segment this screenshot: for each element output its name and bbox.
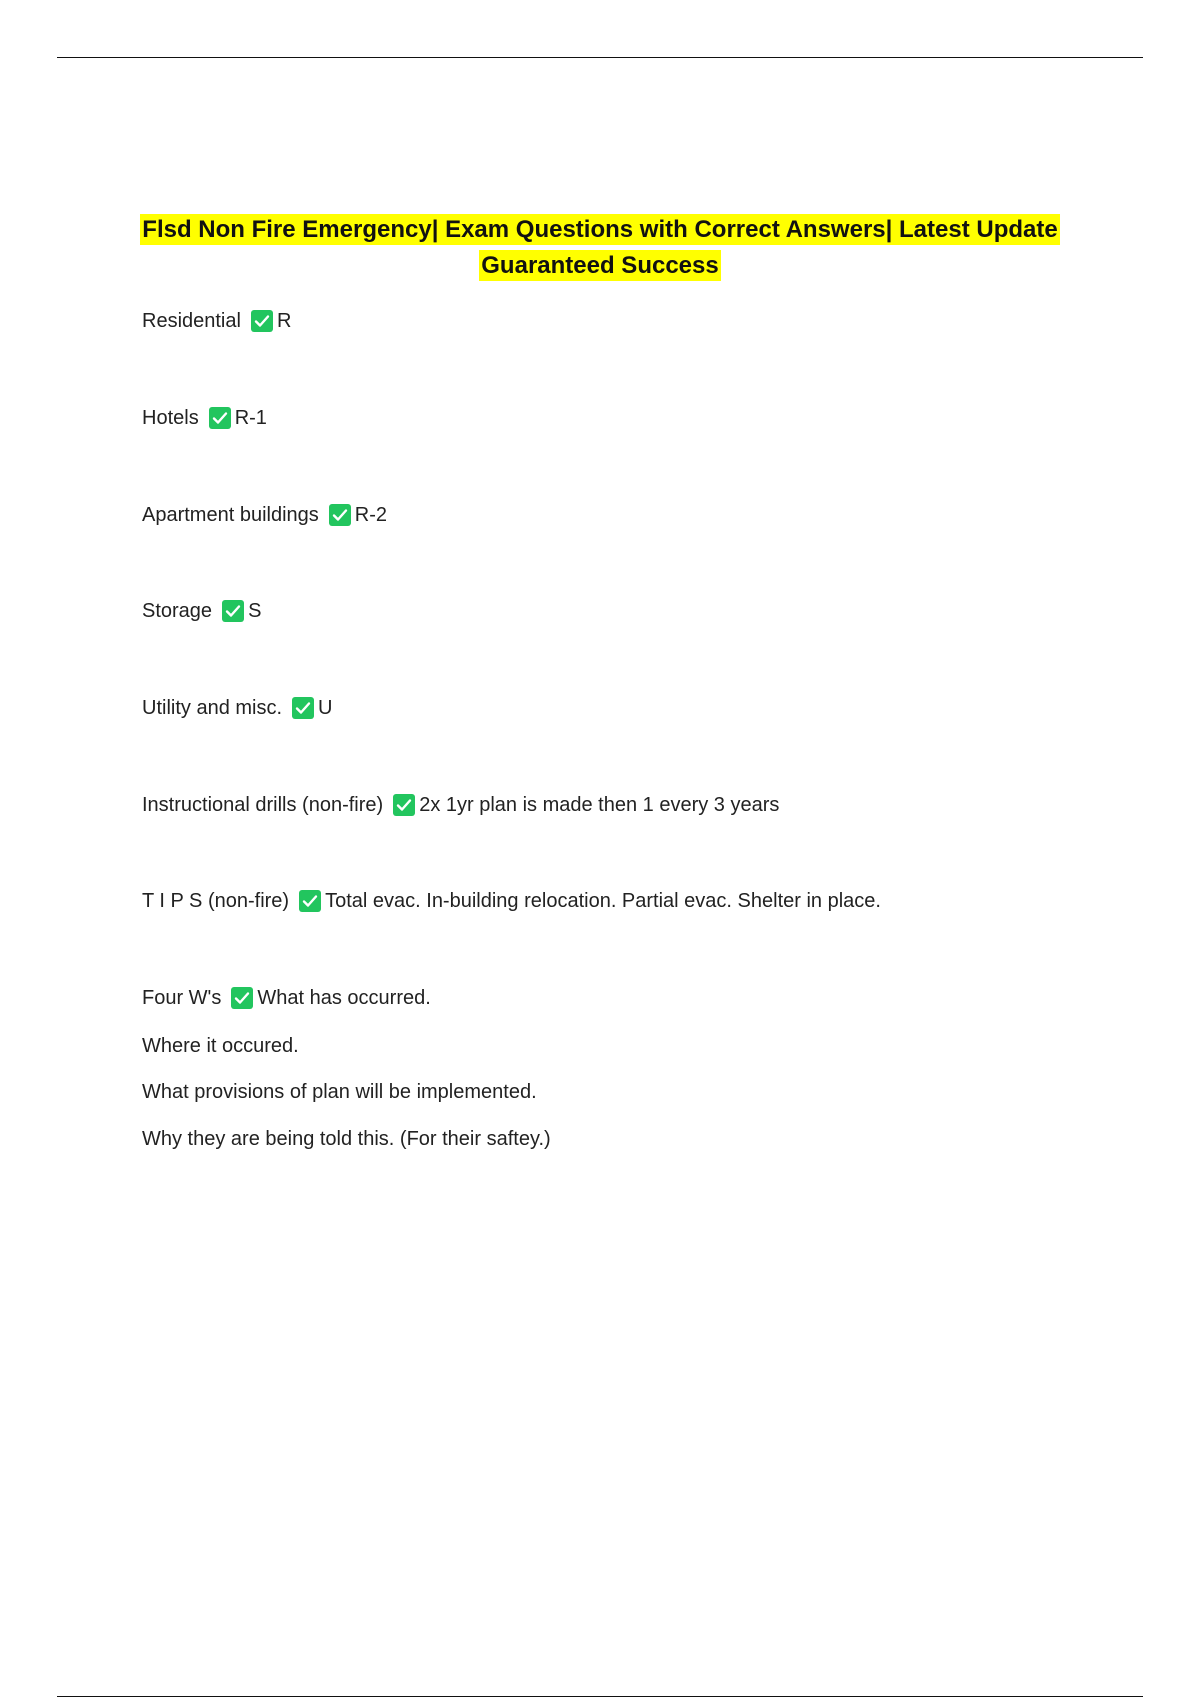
check-mark-icon	[292, 697, 314, 719]
answer-text: What has occurred.	[257, 987, 431, 1009]
document-title	[60, 212, 1140, 284]
title-line-2: Guaranteed Success	[481, 252, 719, 279]
check-mark-icon	[299, 890, 321, 912]
answer-continuation: What provisions of plan will be implemented.	[142, 1081, 537, 1103]
qa-item	[142, 308, 291, 334]
answer-text: R-1	[234, 407, 267, 429]
title-line-1: Flsd Non Fire Emergency| Exam Questions with Correct Answers| Latest Update	[142, 216, 1058, 243]
qa-item	[142, 405, 267, 431]
answer-text: S	[248, 600, 262, 622]
qa-item	[142, 985, 431, 1011]
question-text: Hotels	[142, 407, 199, 429]
answer-text: 2x 1yr plan is made then 1 every 3 years	[419, 794, 780, 816]
qa-item	[142, 792, 779, 818]
answer-text: R-2	[354, 504, 388, 526]
answer-continuation: Where it occured.	[142, 1035, 299, 1057]
answer-text: U	[318, 697, 333, 719]
answer-text: Total evac. In-building relocation. Partial evac. Shelter in place.	[325, 890, 881, 912]
question-text: Four W's	[142, 987, 222, 1009]
qa-item	[142, 598, 261, 624]
check-mark-icon	[329, 504, 351, 526]
answer-text: R	[276, 310, 292, 332]
check-mark-icon	[222, 600, 244, 622]
check-mark-icon	[231, 987, 253, 1009]
qa-item	[142, 502, 387, 528]
check-mark-icon	[251, 310, 273, 332]
question-text: Storage	[142, 600, 213, 622]
question-text: Instructional drills (non-fire)	[142, 794, 384, 816]
bottom-rule	[57, 1696, 1143, 1697]
check-mark-icon	[393, 794, 415, 816]
question-text: Apartment buildings	[142, 504, 319, 526]
top-rule	[57, 57, 1143, 58]
check-mark-icon	[209, 407, 231, 429]
question-text: T I P S (non-fire)	[142, 890, 290, 912]
question-text: Residential	[142, 310, 241, 332]
answer-continuation: Why they are being told this. (For their saftey.)	[142, 1128, 551, 1150]
qa-item	[142, 695, 332, 721]
question-text: Utility and misc.	[142, 697, 283, 719]
qa-item	[142, 888, 881, 914]
